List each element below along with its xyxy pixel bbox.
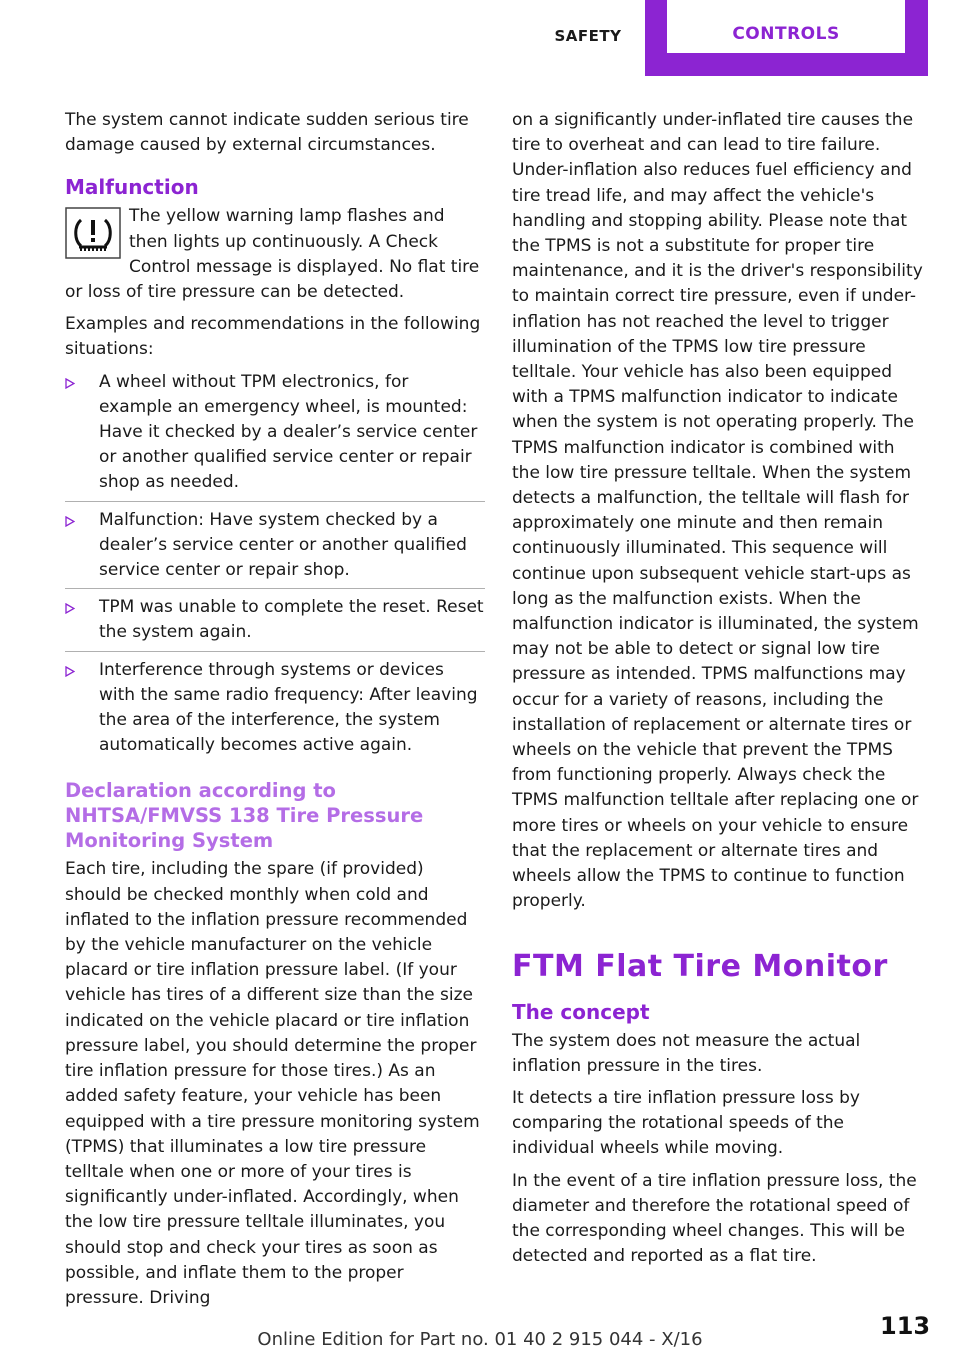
triangle-bullet-icon	[65, 603, 75, 614]
malfunction-block	[65, 204, 485, 305]
concept-paragraph-2: It detects a tire inflation pressure loss by comparing the rotational speeds of the individual wheels while moving.	[512, 1087, 860, 1159]
list-item	[65, 588, 485, 645]
bullet-list	[65, 370, 485, 759]
declaration-paragraph: Each tire, including the spare (if provided) should be checked monthly when cold and inflated to the inflation pressure recommended by the vehicle manufacturer on the vehicle placard or tire inflation pressure label. (If your vehicle has tires of a different size than the size indicated on the vehicle placard or tire inflation pressure label, you should determine the proper tire inflation pressure for those tires.) As an added safety feature, your vehicle has been equipped with a tire pressure monitoring system (TPMS) that illuminates a low tire pressure telltale when one or more of your tires is significantly under-inflated. Accordingly, when the low tire pressure telltale illuminates, you should stop and check your tires as soon as possible, and inflate them to the proper pressure. Driving	[65, 859, 480, 1308]
concept-paragraph-1: The system does not measure the actual inflation pressure in the tires.	[512, 1030, 861, 1076]
declaration-continued-paragraph: on a significantly under-inflated tire causes the tire to overheat and can lead to tire failure. Under-inflation also reduces fuel efficiency and tire tread life, and may affect the vehicle's handling and stopping ability. Please note that the TPMS is not a substitute for proper tire maintenance, and it is the driver's responsibility to maintain correct tire pressure, even if under-inflation has not reached the level to trigger illumination of the TPMS low tire pressure telltale. Your vehicle has also been equipped with a TPMS malfunction indicator to indicate when the system is not operating properly. The TPMS malfunction indicator is combined with the low tire pressure telltale. When the system detects a malfunction, the telltale will flash for approximately one minute and then remain continuously illuminated. This sequence will continue upon subsequent vehicle start-ups as long as the malfunction exists. When the malfunction indicator is illuminated, the system may not be able to detect or signal low tire pressure as intended. TPMS malfunctions may occur for a variety of reasons, including the installation of replacement or alternate tires or wheels on the vehicle that prevent the TPMS from functioning properly. Always check the TPMS malfunction telltale after replacing one or more tires or wheels on your vehicle to ensure that the replacement or alternate tires and wheels allow the TPMS to continue to function properly.	[512, 110, 923, 912]
tab-safety[interactable]: SAFETY	[532, 0, 644, 76]
examples-paragraph: Examples and recommendations in the following situations:	[65, 314, 481, 360]
page-number: 113	[880, 1312, 931, 1340]
triangle-bullet-icon	[65, 666, 75, 677]
list-item	[65, 501, 485, 584]
tab-controls-label: CONTROLS	[667, 0, 905, 53]
list-item	[65, 370, 485, 496]
intro-paragraph: The system cannot indicate sudden serious tire damage caused by external circumstances.	[65, 110, 469, 156]
triangle-bullet-icon	[65, 378, 75, 389]
tire-pressure-warning-icon	[65, 207, 121, 259]
triangle-bullet-icon	[65, 516, 75, 527]
declaration-heading: Declaration according to NHTSA/FMVSS 138 Tire Pressure Monitoring System	[65, 779, 424, 853]
footer-edition: Online Edition for Part no. 01 40 2 915 044 - X/16	[257, 1329, 703, 1350]
left-column	[65, 108, 485, 1318]
bullet-text: A wheel without TPM electronics, for example an emergency wheel, is mounted: Have it checked by a dealer’s service center or another qualified service center or repair shop as needed.	[99, 371, 478, 493]
bullet-text: TPM was unable to complete the reset. Reset the system again.	[99, 597, 484, 643]
malfunction-text: The yellow warning lamp flashes and then lights up continuously. A Check Control message is displayed. No flat tire or loss of tire pressure can be detected.	[65, 206, 480, 303]
bullet-text: Interference through systems or devices with the same radio frequency: After leaving the area of the interference, the system automatically becomes active again.	[99, 659, 478, 756]
list-item	[65, 651, 485, 759]
bullet-text: Malfunction: Have system checked by a dealer’s service center or another qualified service center or repair shop.	[99, 509, 467, 581]
concept-heading: The concept	[512, 999, 650, 1024]
ftm-heading: FTM Flat Tire Monitor	[512, 948, 888, 984]
tab-controls[interactable]	[645, 0, 928, 76]
malfunction-heading: Malfunction	[65, 175, 199, 200]
concept-paragraph-3: In the event of a tire inflation pressure loss, the diameter and therefore the rotational speed of the corresponding wheel changes. This will be detected and reported as a flat tire.	[512, 1170, 917, 1267]
right-column	[512, 108, 926, 1276]
